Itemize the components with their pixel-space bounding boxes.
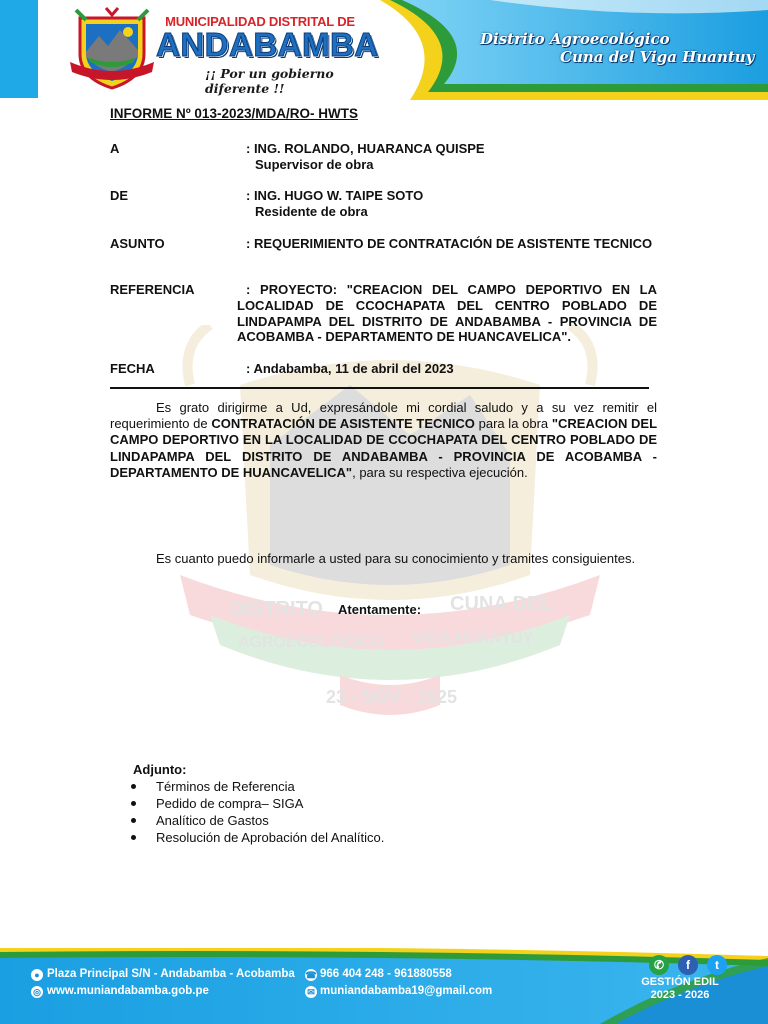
district-tagline-1: Distrito Agroecológico (480, 30, 670, 48)
header-left-bar (0, 0, 38, 98)
municipal-shield-logo (66, 6, 158, 92)
watermark-arc-left: DISTRITO (230, 598, 323, 620)
attachment-text: Pedido de compra– SIGA (156, 796, 304, 811)
facebook-icon[interactable]: f (678, 955, 698, 975)
list-item (128, 778, 384, 795)
footer-phone: 966 404 248 - 961880558 (320, 968, 452, 980)
attachments-list (128, 778, 384, 846)
footer-address: Plaza Principal S/N - Andabamba - Acobamba (47, 968, 295, 980)
municipality-title: MUNICIPALIDAD DISTRITAL DE (165, 14, 355, 29)
sender-label: DE (110, 188, 129, 203)
subject-label: ASUNTO (110, 236, 165, 251)
location-icon: ● (31, 969, 43, 981)
slogan: ¡¡ Por un gobierno diferente !! (205, 66, 334, 96)
body-paragraph-1-text-a: Es grato dirigirme a Ud, expresándole mi cordial saludo y a su vez remitir el requerimiento de (110, 400, 657, 432)
subject-value: : REQUERIMIENTO DE CONTRATACIÓN DE ASISTENTE TECNICO (246, 236, 653, 251)
globe-icon: ◎ (31, 986, 43, 998)
twitter-icon[interactable]: t (707, 955, 727, 975)
body-paragraph-1-text-d: "CREACION DEL CAMPO DEPORTIVO EN LA LOCALIDAD DE CCOCHAPATA DEL CENTRO POBLADO DE LINDAPAMPA DEL DISTRITO DE ANDABAMBA - PROVINCIA DE ACOBAMBA - DEPARTAMENTO DE HUANCAVELICA" (110, 416, 658, 480)
list-item (128, 812, 384, 829)
date-label: FECHA (110, 361, 155, 376)
attachment-text: Analítico de Gastos (156, 813, 269, 828)
body-paragraph-1-text-b: CONTRATACIÓN DE ASISTENTE TECNICO (211, 416, 475, 432)
whatsapp-icon[interactable]: ✆ (649, 955, 669, 975)
reference-label: REFERENCIA (110, 282, 195, 297)
district-tagline-2: Cuna del Viga Huantuy (560, 48, 755, 66)
sender-value: : ING. HUGO W. TAIPE SOTO (246, 188, 424, 203)
separator-line (110, 387, 649, 389)
body-paragraph-1 (110, 400, 657, 481)
municipality-name: ANDABAMBA (156, 26, 379, 63)
sender-role: Residente de obra (255, 204, 368, 219)
recipient-value: : ING. ROLANDO, HUARANCA QUISPE (246, 141, 485, 156)
date-value: : Andabamba, 11 de abril del 2023 (246, 361, 454, 376)
watermark-arc-right: CUNA DEL (450, 593, 553, 615)
attachments-title: Adjunto: (133, 762, 187, 777)
watermark-banner-right: VIGA HUANTUY (412, 630, 534, 647)
term-years: 2023 - 2026 (650, 989, 710, 1001)
term-label: GESTIÓN EDIL (641, 976, 719, 988)
email-icon: ✉ (305, 986, 317, 998)
list-item (128, 829, 384, 846)
recipient-label: A (110, 141, 120, 156)
closing: Atentamente: (338, 602, 422, 617)
reference-value: : PROYECTO: "CREACION DEL CAMPO DEPORTIVO EN LA LOCALIDAD DE CCOCHAPATA DEL CENTRO POBLADO DE LINDAPAMPA DEL DISTRITO DE ANDABAMBA - PROVINCIA DE ACOBAMBA - DEPARTAMENTO DE HUANCAVELICA". (237, 282, 657, 345)
phone-icon: ☎ (305, 970, 317, 980)
watermark-banner-left: AGROECOLÓGICO (238, 634, 384, 651)
recipient-role: Supervisor de obra (255, 157, 374, 172)
body-paragraph-1-text-c: para la obra (474, 416, 552, 432)
watermark-date: 23 - NOV - 1925 (326, 687, 458, 707)
report-number: INFORME Nº 013-2023/MDA/RO- HWTS (110, 106, 358, 121)
attachment-text: Resolución de Aprobación del Analítico. (156, 830, 385, 845)
footer-email[interactable]: muniandabamba19@gmail.com (320, 985, 493, 997)
attachment-text: Términos de Referencia (156, 779, 295, 794)
body-paragraph-2: Es cuanto puedo informarle a usted para su conocimiento y tramites consiguientes. (156, 551, 636, 566)
body-paragraph-1-text-e: , para su respectiva ejecución. (352, 464, 528, 480)
list-item (128, 795, 384, 812)
footer-website[interactable]: www.muniandabamba.gob.pe (47, 985, 209, 997)
